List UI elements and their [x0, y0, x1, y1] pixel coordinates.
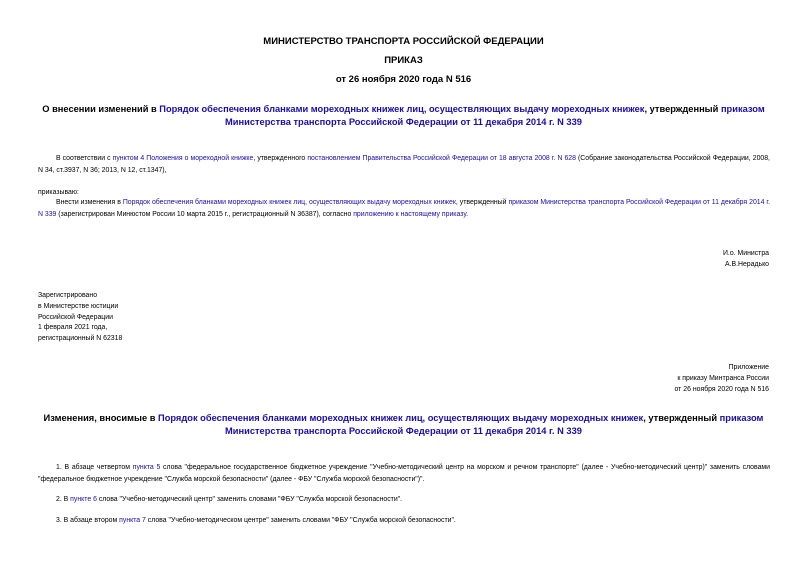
- preamble-text: , утвержденного: [253, 155, 308, 162]
- ministry-heading: МИНИСТЕРСТВО ТРАНСПОРТА РОССИЙСКОЙ ФЕДЕРАЦИИ: [263, 36, 544, 47]
- title-link-procedure[interactable]: Порядок обеспечения бланками мореходных книжек лиц, осуществляющих выдачу мореходных книжек: [159, 104, 645, 114]
- appendix-line: Приложение: [728, 364, 769, 371]
- link-point-7[interactable]: пункта 7: [119, 517, 146, 524]
- changes-title-middle: , утвержденный: [643, 413, 720, 423]
- link-point-5[interactable]: пункта 5: [132, 464, 161, 471]
- link-point-6[interactable]: пункте 6: [70, 496, 97, 503]
- preamble-paragraph: [38, 153, 770, 176]
- link-government-resolution[interactable]: постановлением Правительства Российской Федерации от 18 августа 2008 г. N 628: [307, 155, 576, 162]
- document-date-number: от 26 ноября 2020 года N 516: [335, 74, 472, 85]
- change-item-2: [56, 494, 770, 506]
- registration-line: 1 февраля 2021 года,: [38, 324, 108, 332]
- item-text: 1. В абзаце четвертом: [56, 464, 133, 471]
- item-text: слова "федеральное государственное бюджетное учреждение "Учебно-методический центр на морском и речном транспорте" (далее - Учебно-методический центр)" заменить словами "федеральное бюджетное учреждение "Служба морской безопасности" (далее - ФБУ "Служба морской безопасности")".: [38, 464, 770, 483]
- document-type: ПРИКАЗ: [384, 55, 423, 66]
- link-order-339[interactable]: приказом Министерства транспорта Российской Федерации от 11 декабря 2014 г. N 339: [38, 199, 771, 218]
- registration-block: [38, 291, 288, 345]
- registration-line: регистрационный N 62318: [38, 335, 123, 343]
- signature-block: [569, 249, 769, 271]
- change-item-3: [56, 515, 770, 527]
- title-link-order[interactable]: приказом Министерства транспорта Российской Федерации от 11 декабря 2014 г. N 339: [225, 104, 765, 127]
- title-prefix: О внесении изменений в: [42, 104, 160, 114]
- changes-title-link-order[interactable]: приказом Министерства транспорта Российской Федерации от 11 декабря 2014 г. N 339: [225, 413, 764, 436]
- order-text: , утвержденный: [455, 199, 509, 206]
- link-procedure[interactable]: Порядок обеспечения бланками мореходных книжек лиц, осуществляющих выдачу мореходных книжек: [122, 199, 456, 206]
- title-middle: , утвержденный: [644, 104, 721, 114]
- order-word: приказываю:: [38, 189, 79, 196]
- item-text: слова "Учебно-методический центр" заменить словами "ФБУ "Служба морской безопасности".: [96, 496, 403, 503]
- changes-title-link-procedure[interactable]: Порядок обеспечения бланками мореходных книжек лиц, осуществляющих выдачу мореходных книжек: [158, 413, 644, 423]
- registration-line: Российской Федерации: [38, 313, 113, 321]
- item-text: слова "Учебно-методическом центре" заменить словами "ФБУ "Служба морской безопасности".: [145, 517, 456, 524]
- changes-title: [40, 412, 767, 438]
- preamble-text: (Собрание законодательства Российской Федерации, 2008, N 34, ст.3937, N 36; 2013, N 12, ст.1347),: [38, 155, 770, 174]
- document-title: [40, 103, 767, 129]
- appendix-line: от 26 ноября 2020 года N 516: [674, 385, 769, 393]
- signature-name: А.В.Нерадько: [724, 260, 769, 268]
- order-paragraph: [38, 197, 770, 220]
- order-text: Внести изменения в: [56, 199, 123, 206]
- registration-line: в Министерстве юстиции: [38, 302, 119, 310]
- appendix-line: к приказу Минтранса России: [677, 374, 769, 382]
- changes-title-prefix: Изменения, вносимые в: [43, 413, 159, 423]
- order-text: .: [466, 210, 468, 218]
- registration-line: Зарегистрировано: [38, 292, 98, 299]
- preamble-text: В соответствии с: [56, 155, 113, 162]
- item-text: 3. В абзаце втором: [56, 517, 120, 524]
- change-item-1: [38, 462, 770, 485]
- order-text: (зарегистрирован Минюстом России 10 марта 2015 г., регистрационный N 36387), согласно: [56, 210, 354, 218]
- appendix-block: [519, 363, 769, 395]
- signature-position: И.о. Министра: [722, 250, 769, 257]
- link-regulation-point-4[interactable]: пунктом 4 Положения о мореходной книжке: [112, 155, 254, 162]
- link-appendix[interactable]: приложению к настоящему приказу: [353, 210, 467, 218]
- item-text: 2. В: [56, 496, 71, 503]
